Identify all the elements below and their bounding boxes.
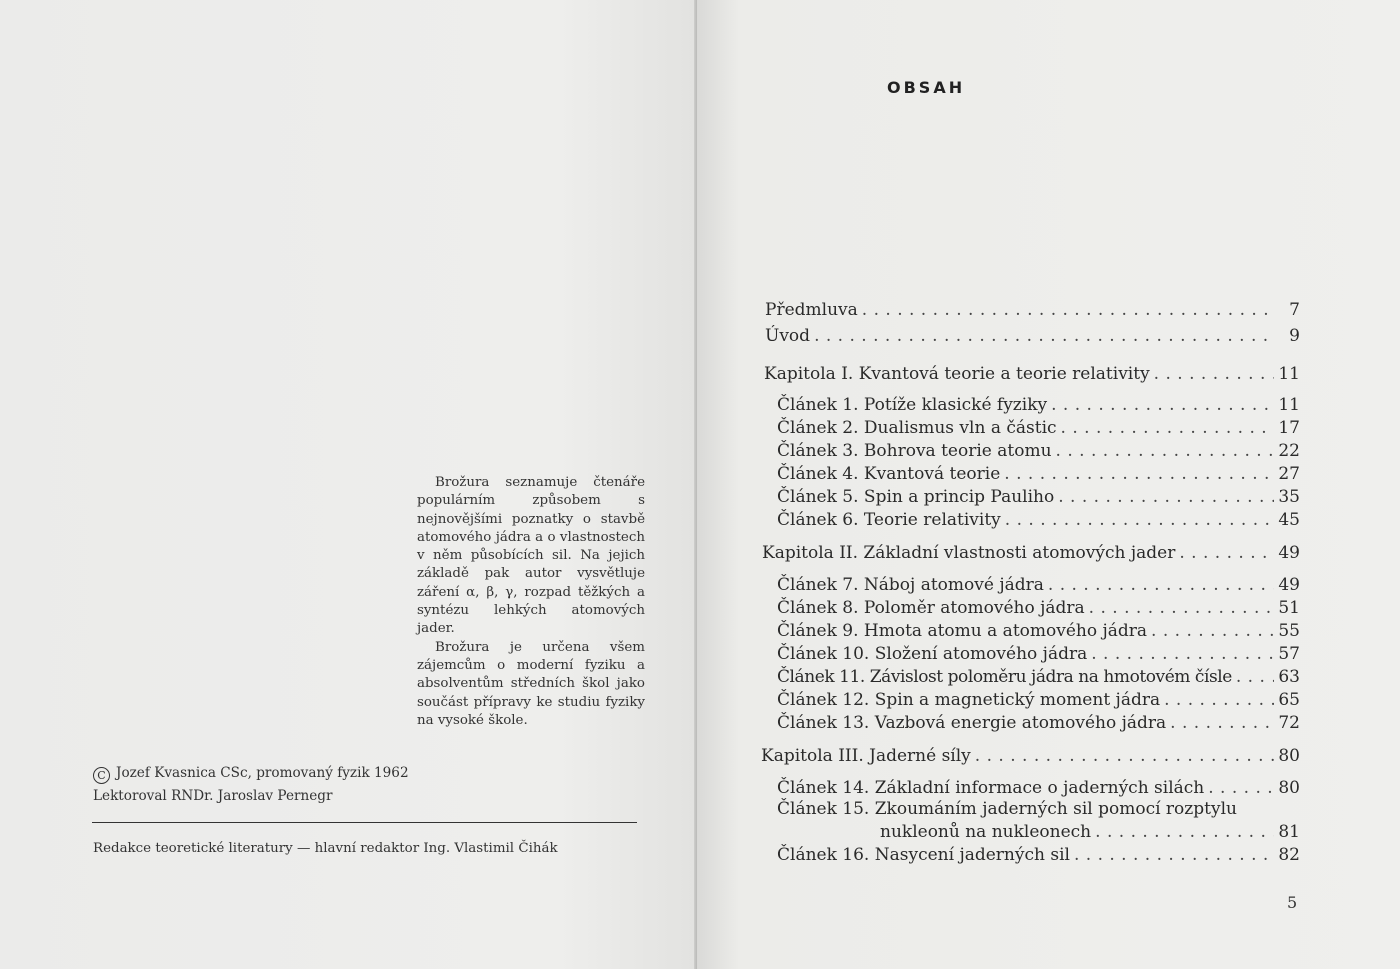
toc-leader	[1095, 822, 1274, 842]
toc-leader	[1061, 418, 1274, 438]
toc-entry	[777, 621, 1300, 644]
toc-entry-page: 80	[1278, 778, 1300, 798]
toc-leader	[862, 300, 1274, 320]
toc-leader	[1208, 778, 1274, 798]
copyright-text: Jozef Kvasnica CSc, promovaný fyzik 1962	[116, 765, 409, 781]
toc-entry-label: Článek 14. Základní informace o jaderných silách	[777, 778, 1205, 798]
toc-leader	[1074, 845, 1274, 865]
toc-entry-label: nukleonů na nukleonech	[880, 822, 1092, 842]
toc-leader	[1154, 364, 1274, 384]
toc-entry-label: Kapitola I. Kvantová teorie a teorie relativity	[764, 364, 1150, 384]
toc-entry-page: 11	[1278, 395, 1300, 415]
toc-leader	[1048, 575, 1274, 595]
toc-entry-page: 57	[1278, 644, 1300, 664]
toc-entry-page: 82	[1278, 845, 1300, 865]
toc-leader	[975, 746, 1274, 766]
toc-leader	[1051, 395, 1274, 415]
toc-entry-label: Článek 2. Dualismus vln a částic	[777, 418, 1057, 438]
toc-entry-label: Článek 13. Vazbová energie atomového jádra	[777, 713, 1167, 733]
right-page	[697, 0, 1400, 969]
book-abstract	[417, 474, 645, 730]
toc-entry-page: 49	[1278, 543, 1300, 563]
toc-entry-page: 81	[1278, 822, 1300, 842]
toc-entry	[777, 395, 1300, 418]
horizontal-rule	[92, 822, 637, 823]
toc-leader	[1236, 667, 1274, 687]
toc-entry	[777, 713, 1300, 736]
toc-entry-page: 51	[1278, 598, 1300, 618]
toc-entry-page: 9	[1289, 326, 1300, 346]
toc-entry	[777, 464, 1300, 487]
toc-entry-page: 27	[1278, 464, 1300, 484]
toc-leader	[1151, 621, 1274, 641]
toc-leader	[1091, 644, 1274, 664]
toc-entry	[777, 778, 1300, 801]
toc-entry-page: 7	[1289, 300, 1300, 320]
copyright-icon: C	[93, 767, 110, 784]
toc-entry-label: Článek 7. Náboj atomové jádra	[777, 575, 1044, 595]
toc-chapter	[764, 364, 1300, 387]
toc-entry	[777, 644, 1300, 667]
toc-entry-label: Článek 8. Poloměr atomového jádra	[777, 598, 1085, 618]
editorial-line: Redakce teoretické literatury — hlavní redaktor Ing. Vlastimil Čihák	[93, 841, 558, 856]
toc-entry	[777, 598, 1300, 621]
toc-entry	[765, 300, 1300, 323]
toc-leader	[1058, 487, 1274, 507]
abstract-paragraph-2: Brožura je určena všem zájemcům o moderní fyziku a absolventům středních škol jako součást přípravy ke studiu fyziky na vysoké škole.	[417, 639, 645, 728]
toc-entry	[777, 575, 1300, 598]
toc-entry-label: Článek 6. Teorie relativity	[777, 510, 1001, 530]
toc-entry	[777, 667, 1300, 690]
toc-entry	[777, 690, 1300, 713]
copyright-block	[93, 762, 409, 808]
toc-leader	[1170, 713, 1274, 733]
toc-entry-label: Kapitola III. Jaderné síly	[761, 746, 971, 766]
toc-entry-label: Článek 15. Zkoumáním jaderných sil pomocí rozptylu	[777, 799, 1237, 819]
toc-leader	[1089, 598, 1274, 618]
toc-entry-page: 65	[1278, 690, 1300, 710]
toc-leader	[1005, 510, 1274, 530]
toc-entry-page: 11	[1278, 364, 1300, 384]
toc-entry-label: Článek 16. Nasycení jaderných sil	[777, 845, 1070, 865]
toc-entry-page: 80	[1278, 746, 1300, 766]
page-number: 5	[1287, 893, 1298, 912]
reviewer-text: Lektoroval RNDr. Jaroslav Pernegr	[93, 788, 333, 804]
toc-chapter	[762, 543, 1300, 566]
toc-leader	[1004, 464, 1274, 484]
toc-leader	[1164, 690, 1274, 710]
toc-entry-label: Článek 3. Bohrova teorie atomu	[777, 441, 1052, 461]
toc-entry	[777, 510, 1300, 533]
toc-entry-label: Kapitola II. Základní vlastnosti atomových jader	[762, 543, 1176, 563]
toc-entry-page: 45	[1278, 510, 1300, 530]
toc-title: OBSAH	[887, 78, 966, 97]
toc-entry-label: Článek 11. Závislost poloměru jádra na hmotovém čísle	[777, 667, 1232, 687]
toc-entry	[765, 326, 1300, 349]
toc-entry-label: Úvod	[765, 326, 811, 346]
toc-entry	[777, 845, 1300, 868]
toc-entry-page: 22	[1278, 441, 1300, 461]
toc-chapter	[761, 746, 1300, 769]
toc-entry-label: Článek 12. Spin a magnetický moment jádra	[777, 690, 1161, 710]
toc-entry-page: 63	[1278, 667, 1300, 687]
toc-leader	[814, 326, 1274, 346]
toc-entry-page: 49	[1278, 575, 1300, 595]
toc-entry-page: 72	[1278, 713, 1300, 733]
toc-entry-label: Článek 4. Kvantová teorie	[777, 464, 1001, 484]
toc-entry-label: Článek 9. Hmota atomu a atomového jádra	[777, 621, 1148, 641]
toc-entry-page: 35	[1278, 487, 1300, 507]
toc-leader	[1056, 441, 1274, 461]
toc-entry-label: Předmluva	[765, 300, 858, 320]
left-page	[0, 0, 697, 969]
toc-entry-label: Článek 10. Složení atomového jádra	[777, 644, 1088, 664]
toc-entry-page: 55	[1278, 621, 1300, 641]
abstract-paragraph-1: Brožura seznamuje čtenáře populárním způsobem s nejnovějšími poznatky o stavbě atomového jádra a o vlastnostech v něm působících sil. Na jejich základě pak autor vysvětluje záření α, β, γ, rozpad těžkých a syntézu lehkých atomových jader.	[417, 475, 645, 637]
toc-entry-label: Článek 5. Spin a princip Pauliho	[777, 487, 1055, 507]
toc-entry	[777, 418, 1300, 441]
toc-entry-label: Článek 1. Potíže klasické fyziky	[777, 395, 1048, 415]
toc-entry	[777, 487, 1300, 510]
toc-entry	[880, 822, 1300, 845]
toc-entry	[777, 799, 1237, 822]
toc-leader	[1179, 543, 1274, 563]
toc-entry	[777, 441, 1300, 464]
toc-entry-page: 17	[1278, 418, 1300, 438]
